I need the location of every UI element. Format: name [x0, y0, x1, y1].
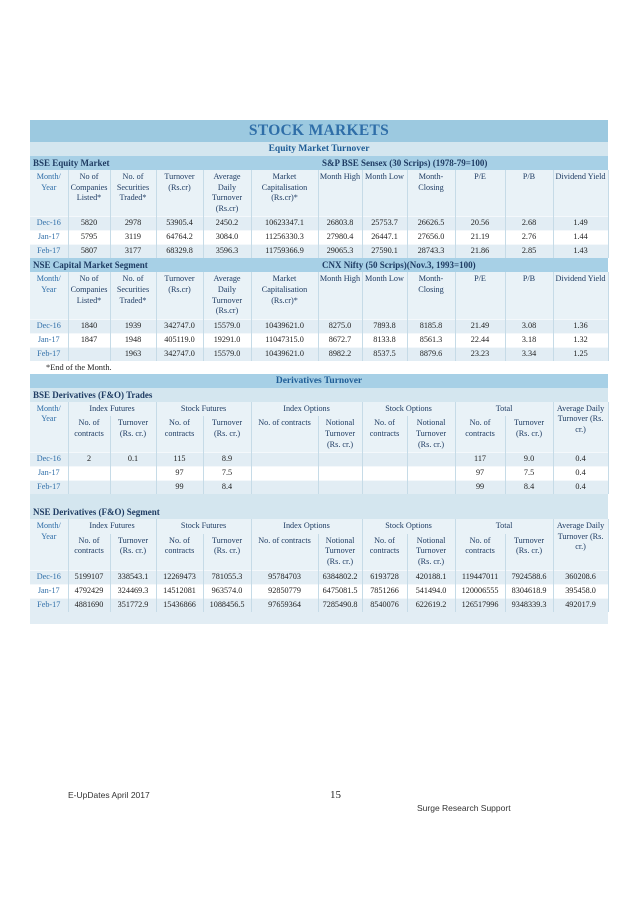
bse-equity-table	[30, 170, 609, 258]
bse-deriv-cell: 7.5	[505, 467, 553, 481]
bse-equity-cell: 3084.0	[203, 231, 251, 245]
bse-equity-cell: 2.68	[505, 217, 553, 231]
nse-equity-cell: 7893.8	[362, 319, 407, 333]
nse-deriv-cell: 7851266	[362, 584, 407, 598]
bse-deriv-row	[30, 481, 608, 495]
nse-equity-cell: Dec-16	[30, 319, 68, 333]
nse-equity-cell: Jan-17	[30, 333, 68, 347]
nse-deriv-cell: 360208.6	[553, 570, 608, 584]
nse-equity-cell: 3.34	[505, 347, 553, 361]
nse-deriv-cell: 92850779	[251, 584, 318, 598]
bse-deriv-sub-header: No. of contracts	[156, 416, 203, 452]
nse-deriv-cell: 6475081.5	[318, 584, 362, 598]
nse-derivatives-title: NSE Derivatives (F&O) Segment	[30, 505, 608, 519]
nse-deriv-cell: 15436866	[156, 598, 203, 612]
bse-deriv-average-header: Average Daily Turnover (Rs. cr.)	[553, 402, 608, 453]
nse-deriv-cell: 963574.0	[203, 584, 251, 598]
bse-derivatives-table	[30, 402, 609, 494]
nse-deriv-cell: 324469.3	[110, 584, 156, 598]
page-number: 15	[330, 789, 341, 801]
bse-deriv-stock-futures-header: Stock Futures	[156, 402, 251, 417]
nse-equity-col-header: Month/ Year	[30, 272, 68, 319]
bse-derivatives-title: BSE Derivatives (F&O) Trades	[30, 388, 608, 402]
bse-deriv-sub-header: Notional Turnover (Rs. cr.)	[318, 416, 362, 452]
nse-equity-cell: 1939	[110, 319, 156, 333]
nse-derivatives-table	[30, 519, 609, 611]
nse-equity-row	[30, 347, 608, 361]
nse-deriv-sub-header: Turnover (Rs. cr.)	[505, 534, 553, 570]
nse-equity-cell: 8133.8	[362, 333, 407, 347]
nse-deriv-sub-header: Turnover (Rs. cr.)	[110, 534, 156, 570]
nse-deriv-cell: 126517996	[455, 598, 505, 612]
nse-equity-row	[30, 333, 608, 347]
nse-equity-col-header: Market Capitalisation (Rs.cr)*	[251, 272, 318, 319]
bse-equity-cell: Jan-17	[30, 231, 68, 245]
nse-deriv-cell: 7285490.8	[318, 598, 362, 612]
bse-deriv-cell: Feb-17	[30, 481, 68, 495]
bse-deriv-total-header: Total	[455, 402, 553, 417]
page-title: STOCK MARKETS	[30, 120, 608, 142]
nse-equity-table	[30, 272, 609, 360]
nse-deriv-cell: 1088456.5	[203, 598, 251, 612]
nse-equity-col-header: P/B	[505, 272, 553, 319]
bse-equity-cell: 21.86	[455, 245, 505, 259]
bse-derivatives-spacer	[30, 494, 608, 505]
bse-deriv-cell: 97	[156, 467, 203, 481]
nse-deriv-row	[30, 570, 608, 584]
bse-deriv-cell: 2	[68, 453, 110, 467]
nse-deriv-cell: 351772.9	[110, 598, 156, 612]
nse-deriv-cell: 622619.2	[407, 598, 455, 612]
bse-equity-cell: 68329.8	[156, 245, 203, 259]
bse-deriv-cell	[318, 481, 362, 495]
bse-equity-cell: 5807	[68, 245, 110, 259]
nse-equity-cell: 1840	[68, 319, 110, 333]
stock-markets-sheet	[30, 120, 608, 624]
bse-deriv-sub-header: Notional Turnover (Rs. cr.)	[407, 416, 455, 452]
nse-deriv-cell: 7924588.6	[505, 570, 553, 584]
bse-deriv-cell	[362, 467, 407, 481]
bse-deriv-stock-options-header: Stock Options	[362, 402, 455, 417]
nse-deriv-header-row-2	[30, 534, 608, 570]
bse-equity-cell: 2978	[110, 217, 156, 231]
nse-equity-cell: 3.08	[505, 319, 553, 333]
bse-equity-col-header: Average Daily Turnover (Rs.cr)	[203, 170, 251, 217]
bse-equity-cell: Dec-16	[30, 217, 68, 231]
nse-equity-cell: 8672.7	[318, 333, 362, 347]
bse-equity-cell: 27590.1	[362, 245, 407, 259]
bse-equity-col-header: P/B	[505, 170, 553, 217]
nse-equity-cell: 8537.5	[362, 347, 407, 361]
nse-equity-cell: 8185.8	[407, 319, 455, 333]
nse-equity-cell: 1.25	[553, 347, 608, 361]
nse-deriv-stock-options-header: Stock Options	[362, 519, 455, 534]
bse-deriv-row	[30, 453, 608, 467]
bse-equity-row	[30, 231, 608, 245]
bse-deriv-cell: 9.0	[505, 453, 553, 467]
bse-deriv-index-futures-header: Index Futures	[68, 402, 156, 417]
bse-equity-col-header: Month High	[318, 170, 362, 217]
nse-deriv-cell: Feb-17	[30, 598, 68, 612]
nse-deriv-cell: 119447011	[455, 570, 505, 584]
bse-deriv-month-header: Month/ Year	[30, 402, 68, 453]
nse-equity-cell: 10439621.0	[251, 347, 318, 361]
nse-equity-cell: 19291.0	[203, 333, 251, 347]
nse-equity-cell: 15579.0	[203, 347, 251, 361]
bse-equity-col-header: No of Companies Listed*	[68, 170, 110, 217]
equity-turnover-heading: Equity Market Turnover	[30, 142, 608, 156]
nse-deriv-cell: 120006555	[455, 584, 505, 598]
nse-equity-cell: 11047315.0	[251, 333, 318, 347]
derivatives-turnover-heading: Derivatives Turnover	[30, 374, 608, 388]
nse-equity-cell: 8561.3	[407, 333, 455, 347]
nse-deriv-cell: 492017.9	[553, 598, 608, 612]
nse-equity-cell: 342747.0	[156, 347, 203, 361]
bse-equity-cell: 1.49	[553, 217, 608, 231]
nse-equity-col-header: P/E	[455, 272, 505, 319]
bse-equity-cell: 27656.0	[407, 231, 455, 245]
bse-deriv-cell: Jan-17	[30, 467, 68, 481]
nse-deriv-cell: 8540076	[362, 598, 407, 612]
bse-deriv-sub-header: No. of contracts	[251, 416, 318, 452]
bse-equity-cell: 27980.4	[318, 231, 362, 245]
nse-deriv-cell: 541494.0	[407, 584, 455, 598]
nse-deriv-sub-header: No. of contracts	[251, 534, 318, 570]
footer-publisher: Surge Research Support	[417, 803, 511, 813]
bse-deriv-cell: 115	[156, 453, 203, 467]
bse-deriv-cell	[68, 467, 110, 481]
bse-equity-col-header: P/E	[455, 170, 505, 217]
nse-deriv-cell: 4881690	[68, 598, 110, 612]
bse-deriv-index-options-header: Index Options	[251, 402, 362, 417]
nse-equity-cell: 405119.0	[156, 333, 203, 347]
bse-equity-cell: 10623347.1	[251, 217, 318, 231]
bse-deriv-cell: 8.4	[203, 481, 251, 495]
bse-deriv-cell: 0.4	[553, 481, 608, 495]
nse-deriv-average-header: Average Daily Turnover (Rs. cr.)	[553, 519, 608, 570]
bse-equity-cell: 3596.3	[203, 245, 251, 259]
bse-equity-cell: 1.43	[553, 245, 608, 259]
bse-deriv-cell: 0.4	[553, 453, 608, 467]
bse-equity-cell: 29065.3	[318, 245, 362, 259]
nse-deriv-cell: Dec-16	[30, 570, 68, 584]
nse-equity-cell: 342747.0	[156, 319, 203, 333]
bse-deriv-cell: 8.9	[203, 453, 251, 467]
bse-deriv-sub-header: No. of contracts	[68, 416, 110, 452]
nse-equity-cell: 1.32	[553, 333, 608, 347]
bse-deriv-cell	[362, 453, 407, 467]
bse-equity-row	[30, 245, 608, 259]
nse-deriv-cell: 338543.1	[110, 570, 156, 584]
nse-deriv-cell: 781055.3	[203, 570, 251, 584]
nse-equity-cell: 8275.0	[318, 319, 362, 333]
nse-equity-cell: 1.36	[553, 319, 608, 333]
nse-equity-cell: 3.18	[505, 333, 553, 347]
bse-deriv-cell	[407, 453, 455, 467]
nse-equity-header-row	[30, 272, 608, 319]
nse-equity-cell	[68, 347, 110, 361]
nse-deriv-row	[30, 598, 608, 612]
nse-deriv-stock-futures-header: Stock Futures	[156, 519, 251, 534]
bse-equity-cell: 28743.3	[407, 245, 455, 259]
bse-equity-label: BSE Equity Market	[33, 158, 110, 168]
bse-deriv-cell	[318, 467, 362, 481]
nse-deriv-sub-header: No. of contracts	[156, 534, 203, 570]
bse-deriv-cell	[110, 481, 156, 495]
bse-deriv-cell: Dec-16	[30, 453, 68, 467]
nse-equity-cell: 1847	[68, 333, 110, 347]
nse-equity-col-header: No of Companies Listed*	[68, 272, 110, 319]
bse-equity-cell: 2.76	[505, 231, 553, 245]
bse-deriv-cell: 117	[455, 453, 505, 467]
nse-equity-cell: 15579.0	[203, 319, 251, 333]
bse-deriv-cell: 99	[156, 481, 203, 495]
nse-deriv-cell: Jan-17	[30, 584, 68, 598]
bse-deriv-header-row-2	[30, 416, 608, 452]
bse-equity-header-row	[30, 170, 608, 217]
bse-equity-cell: 25753.7	[362, 217, 407, 231]
bse-equity-cell: 64764.2	[156, 231, 203, 245]
bse-equity-cell: 53905.4	[156, 217, 203, 231]
bse-equity-cell: 5820	[68, 217, 110, 231]
bse-equity-cell: 26447.1	[362, 231, 407, 245]
bse-equity-row	[30, 217, 608, 231]
bse-deriv-sub-header: Turnover (Rs. cr.)	[505, 416, 553, 452]
bse-equity-cell: 3177	[110, 245, 156, 259]
bse-equity-col-header: Month Low	[362, 170, 407, 217]
bse-equity-cell: 21.19	[455, 231, 505, 245]
nse-derivatives-spacer	[30, 612, 608, 624]
bse-deriv-row	[30, 467, 608, 481]
nse-equity-cell: 10439621.0	[251, 319, 318, 333]
nse-deriv-sub-header: Notional Turnover (Rs. cr.)	[407, 534, 455, 570]
nse-deriv-cell: 420188.1	[407, 570, 455, 584]
bse-deriv-cell: 0.4	[553, 467, 608, 481]
nse-deriv-sub-header: Turnover (Rs. cr.)	[203, 534, 251, 570]
bse-deriv-cell	[251, 467, 318, 481]
nse-deriv-sub-header: Notional Turnover (Rs. cr.)	[318, 534, 362, 570]
nse-deriv-cell: 8304618.9	[505, 584, 553, 598]
bse-equity-cell: 11256330.3	[251, 231, 318, 245]
nifty-label: CNX Nifty (50 Scrips)(Nov.3, 1993=100)	[322, 260, 476, 271]
nse-deriv-header-row-1	[30, 519, 608, 534]
nse-equity-cell: 8879.6	[407, 347, 455, 361]
bse-deriv-cell	[68, 481, 110, 495]
nse-deriv-index-futures-header: Index Futures	[68, 519, 156, 534]
bse-deriv-cell: 0.1	[110, 453, 156, 467]
bse-equity-col-header: Turnover (Rs.cr)	[156, 170, 203, 217]
nse-deriv-sub-header: No. of contracts	[68, 534, 110, 570]
nse-section-header	[30, 258, 608, 272]
nse-equity-cell: 23.23	[455, 347, 505, 361]
nse-equity-cell: 1948	[110, 333, 156, 347]
nse-equity-col-header: Turnover (Rs.cr)	[156, 272, 203, 319]
nse-equity-col-header: Dividend Yield	[553, 272, 608, 319]
nse-deriv-cell: 9348339.3	[505, 598, 553, 612]
bse-deriv-cell	[110, 467, 156, 481]
bse-deriv-cell: 99	[455, 481, 505, 495]
nse-equity-cell: 8982.2	[318, 347, 362, 361]
footer-publication: E-UpDates April 2017	[68, 790, 150, 800]
nse-equity-cell: Feb-17	[30, 347, 68, 361]
bse-deriv-sub-header: No. of contracts	[455, 416, 505, 452]
nse-deriv-cell: 5199107	[68, 570, 110, 584]
bse-equity-cell: Feb-17	[30, 245, 68, 259]
bse-deriv-sub-header: No. of contracts	[362, 416, 407, 452]
bse-deriv-sub-header: Turnover (Rs. cr.)	[110, 416, 156, 452]
bse-equity-cell: 5795	[68, 231, 110, 245]
nse-equity-cell: 21.49	[455, 319, 505, 333]
bse-equity-cell: 3119	[110, 231, 156, 245]
bse-equity-col-header: Dividend Yield	[553, 170, 608, 217]
nse-deriv-sub-header: No. of contracts	[455, 534, 505, 570]
nse-deriv-total-header: Total	[455, 519, 553, 534]
end-of-month-note: *End of the Month.	[30, 361, 608, 374]
sensex-label: S&P BSE Sensex (30 Scrips) (1978-79=100)	[322, 158, 488, 168]
bse-equity-cell: 2450.2	[203, 217, 251, 231]
nse-deriv-sub-header: No. of contracts	[362, 534, 407, 570]
bse-deriv-sub-header: Turnover (Rs. cr.)	[203, 416, 251, 452]
bse-deriv-cell	[251, 481, 318, 495]
nse-deriv-cell: 6384802.2	[318, 570, 362, 584]
nse-capital-label: NSE Capital Market Segment	[33, 260, 148, 271]
bse-equity-cell: 1.44	[553, 231, 608, 245]
bse-equity-cell: 11759366.9	[251, 245, 318, 259]
bse-deriv-header-row-1	[30, 402, 608, 417]
nse-deriv-cell: 4792429	[68, 584, 110, 598]
bse-equity-col-header: Month-Closing	[407, 170, 455, 217]
bse-deriv-cell	[407, 481, 455, 495]
bse-equity-col-header: Market Capitalisation (Rs.cr)*	[251, 170, 318, 217]
nse-deriv-month-header: Month/ Year	[30, 519, 68, 570]
nse-equity-cell: 22.44	[455, 333, 505, 347]
nse-deriv-cell: 6193728	[362, 570, 407, 584]
nse-deriv-index-options-header: Index Options	[251, 519, 362, 534]
bse-deriv-cell: 97	[455, 467, 505, 481]
bse-equity-cell: 26626.5	[407, 217, 455, 231]
nse-deriv-cell: 97659364	[251, 598, 318, 612]
nse-equity-row	[30, 319, 608, 333]
bse-deriv-cell	[362, 481, 407, 495]
bse-section-header	[30, 156, 608, 170]
bse-deriv-cell: 8.4	[505, 481, 553, 495]
nse-equity-cell: 1963	[110, 347, 156, 361]
nse-equity-col-header: Month Low	[362, 272, 407, 319]
nse-equity-col-header: No. of Securities Traded*	[110, 272, 156, 319]
nse-deriv-cell: 95784703	[251, 570, 318, 584]
bse-equity-col-header: No. of Securities Traded*	[110, 170, 156, 217]
nse-deriv-cell: 395458.0	[553, 584, 608, 598]
bse-deriv-cell	[407, 467, 455, 481]
bse-deriv-cell	[318, 453, 362, 467]
bse-equity-col-header: Month/ Year	[30, 170, 68, 217]
bse-deriv-cell	[251, 453, 318, 467]
nse-equity-col-header: Average Daily Turnover (Rs.cr)	[203, 272, 251, 319]
nse-equity-col-header: Month-Closing	[407, 272, 455, 319]
nse-equity-col-header: Month High	[318, 272, 362, 319]
bse-equity-cell: 26803.8	[318, 217, 362, 231]
nse-deriv-cell: 12269473	[156, 570, 203, 584]
nse-deriv-cell: 14512081	[156, 584, 203, 598]
bse-equity-cell: 2.85	[505, 245, 553, 259]
nse-deriv-row	[30, 584, 608, 598]
bse-deriv-cell: 7.5	[203, 467, 251, 481]
bse-equity-cell: 20.56	[455, 217, 505, 231]
